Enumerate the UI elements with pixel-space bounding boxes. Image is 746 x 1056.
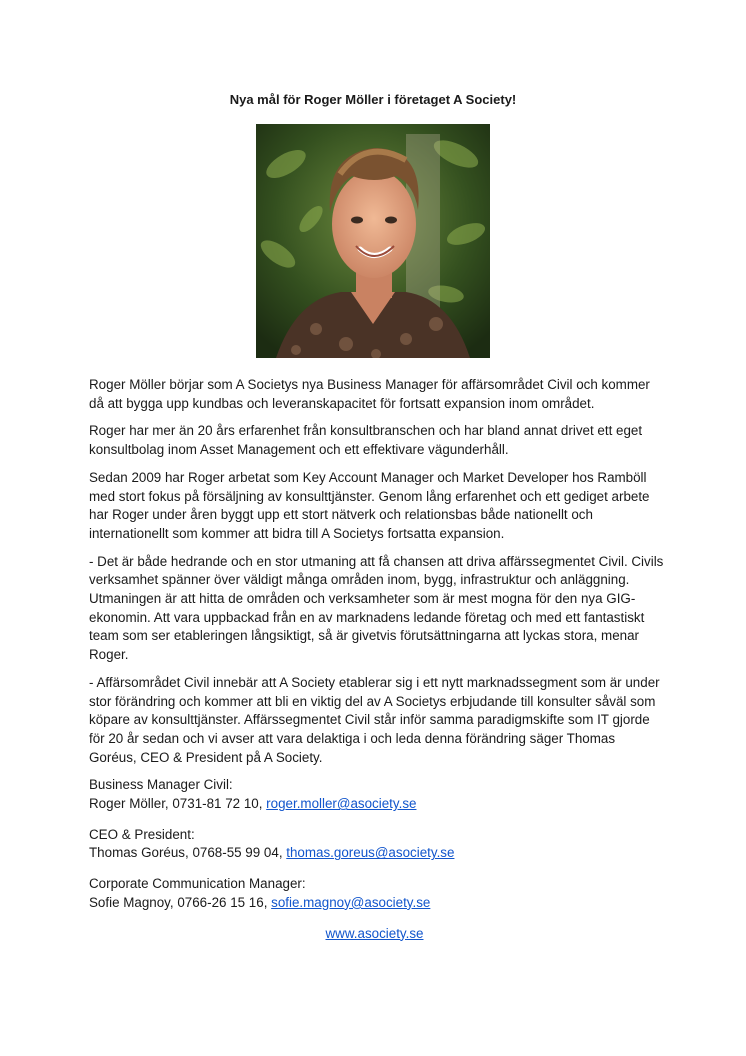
- document-title: Nya mål för Roger Möller i företaget A Society!: [229, 92, 517, 107]
- paragraph: Roger Möller börjar som A Societys nya Business Manager för affärsområdet Civil och kommer då att bygga upp kundbas och leveranskapacitet för fortsatt expansion inom området.: [89, 377, 650, 411]
- email-link[interactable]: roger.moller@asociety.se: [266, 796, 417, 812]
- email-link[interactable]: sofie.magnoy@asociety.se: [271, 894, 431, 910]
- contact-details: Sofie Magnoy, 0766-26 15 16,: [89, 894, 272, 910]
- paragraph: Sedan 2009 har Roger arbetat som Key Account Manager och Market Developer hos Ramböll med stort fokus på försäljning av konsulttjänster. Genom lång erfarenhet och ett gediget arbete har Roger under åren byggt upp ett stort nätverk och relationsbas både nationellt och internationellt som kommer att bidra till A Societys fortsatta expansion.: [89, 469, 650, 541]
- email-link[interactable]: thomas.goreus@asociety.se: [286, 845, 455, 861]
- contact-business-manager: [89, 776, 664, 813]
- contact-ceo: [89, 826, 664, 863]
- article-body: [89, 376, 664, 943]
- contact-details: Thomas Goréus, 0768-55 99 04,: [89, 845, 287, 861]
- paragraph: - Det är både hedrande och en stor utmaning att få chansen att driva affärssegmentet Civil. Civils verksamhet spänner över väldigt många områden inom, bygg, infrastruktur och anläggning. Utmaningen är att hitta de områden och verksamheter som är mest mogna för den nya GIG-ekonomin. Att vara uppbackad från en av marknadens ledande företag och med ett fantastiskt team som ser etableringen långsiktigt, så är givetvis förutsättningarna att lyckas stora, menar Roger.: [89, 553, 664, 663]
- contact-communication-manager: [89, 875, 664, 912]
- website-link[interactable]: www.asociety.se: [325, 925, 424, 941]
- contact-role: CEO & President:: [89, 826, 195, 842]
- contact-details: Roger Möller, 0731-81 72 10,: [89, 796, 267, 812]
- paragraph: - Affärsområdet Civil innebär att A Society etablerar sig i ett nytt marknadssegment som är under stor förändring och kommer att bli en viktig del av A Societys erbjudande till konsulter såväl som köpare av konsulttjänster. Affärssegmentet Civil står inför samma paradigmskifte som IT gjorde för 20 år sedan och vi avser att vara delaktiga i och leda denna förändring säger Thomas Goréus, CEO & President på A Society.: [89, 674, 660, 765]
- contact-role: Business Manager Civil:: [89, 777, 233, 793]
- contact-role: Corporate Communication Manager:: [89, 876, 306, 892]
- paragraph: Roger har mer än 20 års erfarenhet från konsultbranschen och har bland annat drivet ett eget konsultbolag inom Asset Management och ett effektivare vägunderhåll.: [89, 423, 643, 458]
- portrait-photo: [256, 124, 490, 358]
